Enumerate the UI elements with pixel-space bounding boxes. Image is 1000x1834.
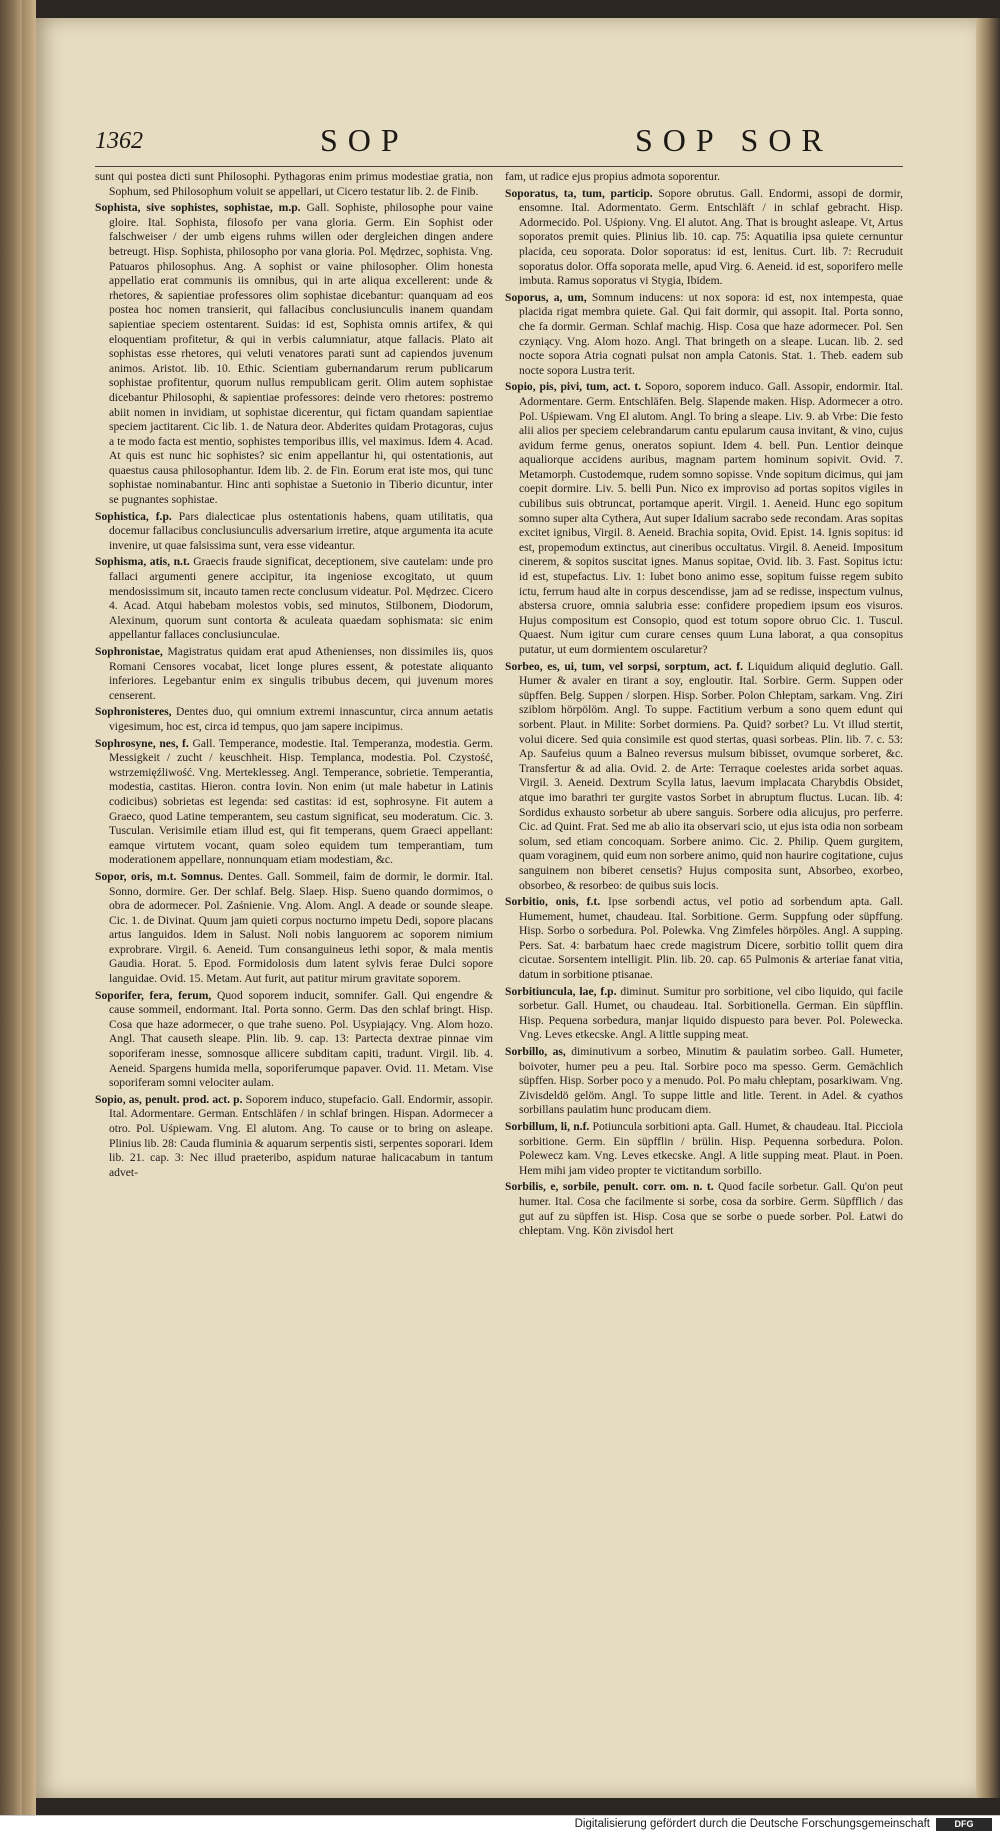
dictionary-entry [505,291,903,379]
page-header [0,122,940,162]
entry-headword: Sorbillo, as, [505,1045,566,1059]
entry-headword: Sophista, sive sophistes, sophistae, m.p. [95,201,301,215]
entry-text: Soporem induco, stupefacio. Gall. Endormir, assopir. Ital. Adormentare. German. Entschläfen / in schlaf bringen. Hispan. Adormecer a otro. Pol. Uśpiewam. Vng. El alutom. Ang. To cause or to bring on asleape. Plinius lib. 28: Cauda fluminia & aquarum serpentis sisti, serpentes soporari. Idem lib. 21. cap. 3: Nec illud praeteribo, aspidum naturae halicacabum in tantum advet- [109,1092,493,1179]
entry-text: Potiuncula sorbitioni apta. Gall. Humet, & chaudeau. Ital. Picciola sorbitione. Germ. Ein süpfflin / brülin. Hisp. Pequenna sorbedura. Polon. Polewecz kam. Vng. Leves etkecske. Angl. A litle supping meat. Plaut. in Poen. Hem mihi jam video propter te victitandum sorbillo. [519,1120,903,1177]
dictionary-entry [505,660,903,894]
entry-headword: Sorbeo, es, ui, tum, vel sorpsi, sorptum, act. f. [505,659,744,673]
dictionary-entry [95,1093,493,1181]
left-column [95,170,493,1750]
dictionary-entry [505,187,903,289]
entry-headword: Sophronisteres, [95,705,172,719]
entry-headword: Sopio, as, penult. prod. act. p. [95,1092,243,1106]
header-rule [95,166,903,167]
entry-headword: Sorbitio, onis, f.t. [505,895,601,909]
page-number: 1362 [95,128,143,154]
dictionary-entry [95,555,493,643]
entry-text: Graecis fraude significat, deceptionem, sive cautelam: unde pro fallaci argumenti genere accipitur, ita ingeniose excogitato, ut quum mendosissimum sit, incauto tamen recte conclusum videatur. Pol. Mędrzec. Cicero 4. Acad. Atqui habebam molestos vobis, sed minutos, Stilbonem, Diodorum, Alexinum, quorum sunt contorta & aculeata quaedam sophismata: sic enim appellantur fallaces conclusiunculae. [109,555,493,642]
entry-text: Quod facile sorbetur. Gall. Qu'on peut humer. Ital. Cosa che facilmente si sorbe, cosa da sorbire. Germ. Süpfflich / das gut auf zu süpffen ist. Hisp. Cosa que se sorbe o puede sorber. Pol. Łatwi do chłeptam. Vng. Kön zivisdol hert [519,1180,903,1238]
running-head-left: SOP [320,122,409,158]
entry-headword: Sopio, pis, pivi, tum, act. t. [505,380,642,394]
entry-headword: Sophronistae, [95,645,163,658]
entry-text: Soporo, soporem induco. Gall. Assopir, endormir. Ital. Adormentare. Germ. Entschläfen. Belg. Slapende maken. Hisp. Adormecer a otro. Pol. Uśpiewam. Vng El alutom. Angl. To bring a sleape. Liv. 9. ab Vrbe: Die festo alii alios per speciem celebrandarum cantu epularum causa invitant, & vino, cujus avidum ferme genus, oneratos sopiunt. Idem 4. bell. Pun. Lentior deinque aqualiorque accidens auribus, magnam partem hominum sopivit. Ovid. 7. Metamorph. Custodemque, rudem somno sopisse. Vnde sopitum dicimus, qui jam coepit dormire. Liv. 5. belli Pun. Nico ex improviso ad portas sopitos vigiles in cubilibus suis obtruncat, portamque aperit. Virgil. 1. Aeneid. Hunc ego sopitum somno super alta Cythera, Aut super Idalium sacrabo sede recondam. Aras sopitas excitet ignibus, Virgil. 8. Aeneid. Brachia sopita, Ovid. Epist. 14. Ignis sopitus: id est, propemodum extinctus, aut cineribus occultatus. Virgil. 8. Aeneid. Impositum cinerem, & sopitos suscitat ignes. Manus sopitae, Ovid. lib. 3. Fast. Sopitus ictu: id est, stupefactus. Liv. 1: Iubet bono animo esse, sopitum fuisse regem subito ictu, ferrum haud alte in corpus descendisse, jam ad se redisse, inspectum vulnus, abstersa cruore, omnia salubria esse: confidere propediem ipsum eos visuros. Hujus compositum est Consopio, quod est totum sopore obruo Cic. 1. Tuscul. Quaest. Num igitur cum curare censes quum Luna laborat, a qua consopitus putatur, ut eum dormientem oscularetur? [519,380,903,656]
entry-text: Gall. Sophiste, philosophe pour vaine gloire. Ital. Sophista, filosofo per vana gloria. Germ. Ein Sophist oder falschweiser / der umb eigens ruhms willen oder dergleichen dingen andere betreugt. Hisp. Sophista, philosopho por vana gloria. Pol. Mędrzec, sophista. Vng. Patuaros philosophus. Ang. A sophist or vaine philosopher. Olim honesta appellatio erat communis iis omnibus, qui in arte aliqua excellerent: unde & rhetores, & sapientiae professores olim sophistae dicebantur: quanquam ad eos postea hoc nomen transierit, qui fallacibus conclusiunculis inanem quandam sapientiae speciem ostentarent. Suidas: id est, Sophista omnis artifex, & qui eloquentiam profitetur, & qui in verbis calumniatur, atque fallacis. Plato ait sophistas esse rhetores, qui veluti venatores parati sunt ad capiendos juvenum animos. Aristot. lib. 10. Ethic. Scientiam gubernandarum rerum publicarum sophistae profitentur, quorum nullus rempublicam gerit. Olim autem sophistae dicebantur Philosophi, & sapientiae professores: deinde vero rhetores: postremo abiit nomen in invidiam, ut sophistae dicerentur, qui fictam quandam sapientiae speciem jactitarent. Cic lib. 1. de Natura deor. Abderites quidam Protagoras, cujus a te modo facta est mentio, sophistes temporibus illis, vel maximus. Idem 4. Acad. At quis est nunc hic sophistes? sic enim appellantur hi, qui ostentationis, aut quaestus causa philosophantur. Idem lib. 2. de Fin. Eorum erat iste mos, qui tunc sophistae nominabantur. Hinc anti sophistae a Suetonio in Tiberio dicuntur, inter se pugnantes sophistae. [109,201,493,507]
entry-headword: Sorbitiuncula, lae, f.p. [505,984,617,998]
footer-bar [0,1815,1000,1834]
dictionary-entry [95,201,493,507]
entry-text: fam, ut radice ejus propius admota soporentur. [505,170,721,183]
entry-text: Pars dialecticae plus ostentationis habens, quam utilitatis, qua docemur fallacibus conclusiunculis adversarium irretire, atque argumenta ita acute invenire, ut quae falsissima sunt, vera esse videantur. [109,509,493,552]
book-spine [0,0,22,1833]
entry-headword: Sophisma, atis, n.t. [95,555,190,569]
dictionary-entry [505,170,903,185]
entry-headword: Soporifer, fera, ferum, [95,988,212,1002]
dictionary-entry [505,895,903,983]
entry-text: Magistratus quidam erat apud Athenienses, non dissimiles iis, quos Romani Censores vocabat, licet longe plures essent, & potestate aliquanto inferiores. Legebantur enim ex singulis tribubus decem, qui juvenum mores censerent. [109,645,493,702]
dictionary-entry [505,1045,903,1118]
right-column [505,170,903,1750]
entry-text: Ipse sorbendi actus, vel potio ad sorbendum apta. Gall. Humement, humet, chaudeau. Ital. Sorbitione. Germ. Suppfung oder süpffung. Hisp. Sorbo o sorbedura. Pol. Polewka. Vng Zimfeles hörpöles. Angl. A supping. Pers. Sat. 4: barbatum haec crede magistrum Dicere, sorbitio tollit quem dira cicutae. Sorsentem intelligit. Plin. lib. 20. cap. 65 Pulmonis & arteriae fanat vitia, datum in sorbitione ptisanae. [519,895,903,982]
entry-headword: Soporatus, ta, tum, particip. [505,186,653,200]
entry-headword: Sopor, oris, m.t. Somnus. [95,869,224,883]
dictionary-entry [505,380,903,657]
dictionary-entry [95,170,493,199]
entry-text: sunt qui postea dicti sunt Philosophi. Pythagoras enim primus modestiae gratia, non Sophum, sed Philosophum voluit se appellari, ut Cicero testatur lib. 2. de Finib. [95,170,493,198]
entry-text: Dentes. Gall. Sommeil, faim de dormir, le dormir. Ital. Sonno, dormire. Ger. Der schlaf. Belg. Slaep. Hisp. Sueno quando dormimos, o obra de adormecer. Pol. Zaśnienie. Vng. Alom. Angl. A deade or sounde sleape. Cic. 1. de Divinat. Quum jam quieti corpus nocturno impetu Dedi, sopore placans artus languidos. Idem in Salust. Noli nobis languorem ac soporem nimium exprobrare. Virgil. 6. Aeneid. Tum consanguineus lethi sopor, & mala mentis Gaudia. Horat. 5. Epod. Formidolosis dum latent sylvis ferae Dulci sopore languidae. Ovid. 15. Metam. Aut furit, aut patitur mirum gravitate soporem. [109,869,493,986]
entry-text: diminutivum a sorbeo, Minutim & paulatim sorbeo. Gall. Humeter, boivoter, humer peu a peu. Ital. Sorbire poco ma spesso. Germ. Gemächlich süpffen. Hisp. Sorber poco y a menudo. Pol. Po mału chłeptam, posarkiwam. Vng. Zivisdeldö gelöm. Angl. To suppe little and litle. Terent. in Adel. & cyathos sorbillans paulatim hunc producam diem. [519,1045,903,1117]
dictionary-entry [95,989,493,1091]
entry-text: Liquidum aliquid deglutio. Gall. Humer & avaler en tirant a soy, engloutir. Ital. Sorbire. Germ. Suppen oder süpffen. Belg. Suppen / slorpen. Hisp. Sorber. Polon Chłeptam, sarkam. Vng. Ziri sziblom hörpölöm. Angl. To suppe. Factitium verbum a sono quem edunt qui sorbent. Plaut. in Milite: Sorbet dormiens. Pa. Quid? sorbet? Lu. Vt illud stertit, volui dicere. Sed quia consimile est quod stertas, quasi sorbeas. Plin. lib. 7. c. 53: Ap. Saufeius quum a Balneo reversus mulsum bibisset, ovumque sorberet, &c. Transfertur & ad alia. Ovid. 2. de Arte: Terraque coelestes arida sorbet aquas. Virgil. 3. Aeneid. Dextrum Scylla latus, laevum implacata Charybdis Obsidet, atque imo barathri ter gurgite vastos Sorbet in abruptum fluctus. Lucan. lib. 4: Sordidus exhausto sorbetur ab ubere sanguis. Sorbere odia alicujus, pro perferre. Cic. ad Quint. Frat. Sed me ab alio ita observari scio, ut ejus ista odia non sorbeam solum, sed etiam concoquam. Sorbere animo. Cic. 2. Philip. Quem gurgitem, quam voraginem, quid eum non sorbere animo, quid non haurire cogitatione, cujus sanguinem non biberet censetis? Hujus composita sunt, Absorbeo, exorbeo, obsorbeo, & resorbeo: de quibus suis locis. [519,659,903,892]
entry-text: Sopore obrutus. Gall. Endormi, assopi de dormir, ensomne. Ital. Adormentato. Germ. Entschläft / in schlaf gebracht. Hisp. Adormecido. Pol. Uśpiony. Vng. El alutot. Ang. That is brought asleape. Vt, Artus soporatos premit quies. Plinius lib. 10. cap. 75: Aquatilia ipsa quiete cernuntur placida, ceu soporata. Dolor soporatus: id est, lenitus. Curt. lib. 7: Recruduit soporatus dolor. Offa soporata melle, apud Virg. 6. Aeneid. id est, soporifero melle imbuta. Ramus soporatus vi Stygia, Ibidem. [519,186,903,288]
dictionary-entry [505,1120,903,1178]
dictionary-entry [505,985,903,1043]
footer-credit: Digitalisierung gefördert durch die Deutsche Forschungsgemeinschaft [574,1818,930,1830]
dfg-logo: DFG [936,1818,992,1831]
dictionary-entry [95,705,493,734]
entry-headword: Sophrosyne, nes, f. [95,736,189,750]
entry-headword: Sorbillum, li, n.f. [505,1120,590,1133]
entry-headword: Sophistica, f.p. [95,509,172,523]
dictionary-entry [95,645,493,703]
entry-headword: Soporus, a, um, [505,290,587,304]
dictionary-entry [95,870,493,987]
entry-text: Gall. Temperance, modestie. Ital. Temperanza, modestia. Germ. Messigkeit / zucht / keuschheit. Hisp. Templanca, modestia. Pol. Czystość, wstrzemięźliwość. Vng. Merteklesseg. Angl. Temperance, sobrietie. Temperantia, modestia, castitas. Hieron. contra Iovin. Non enim (ut male habetur in Latinis codicibus) sobrietas est legenda: sed castitas: id est, sophrosyne. Fit autem a Graeco, quod Latine temperantem, seu castum significat, seu moderatum. Cic. 3. Tusculan. Verisimile etiam illud est, qui fit temperans, quem Graeci appellant: eamque virtutem vocant, quam soleo equidem tum temperantiam, tum moderationem appellare, nonnunquam etiam modestiam, &c. [109,736,493,867]
entry-text: Dentes duo, qui omnium extremi innascuntur, circa annum aetatis vigesimum, hoc est, circa id tempus, quo jam sapere incipimus. [109,705,493,733]
entry-headword: Sorbilis, e, sorbile, penult. corr. om. n. t. [505,1180,714,1194]
page-edge [976,18,1000,1798]
dictionary-entry [95,737,493,868]
entry-text: diminut. Sumitur pro sorbitione, vel cibo liquido, qui facile sorbetur. Gall. Humet, ou chaudeau. Ital. Sorbitionella. German. Ein süpfflin. Hisp. Pequena sorbedura, manjar liquido dispuesto para bever. Pol. Polewecka. Vng. Leves etkecske. Angl. A little supping meat. [519,984,903,1042]
running-head-right: SOP SOR [635,122,833,158]
dictionary-entry [505,1180,903,1238]
dictionary-entry [95,510,493,554]
entry-text: Somnum inducens: ut nox sopora: id est, nox intempesta, quae placida rigat membra quiete. Gal. Qui fait dormir, qui assopit. Ital. Porta sonno, che fa dormir. German. Schlaf machig. Hisp. Cosa que haze adormecer. Pol. Sen czyniący. Vng. Alom hozo. Angl. That bringeth on a sleape. Lucan. lib. 2. sed nocte sopora Atria cognati pulsat non ampla Catonis. Stat. 1. Theb. eadem sub nocte sopora Lustra terit. [519,290,903,377]
book-gutter [22,0,36,1833]
entry-text: Quod soporem inducit, somnifer. Gall. Qui engendre & cause sommeil, endormant. Ital. Porta sonno. Germ. Das den schlaf bringt. Hisp. Cosa que haze adormecer, o que trahe sueno. Pol. Usypiający. Vng. Alom hozo. Angl. That causeth sleape. Plin. lib. 9. cap. 13: Partecta dextrae pinnae vim soporiferam inesse, somnosque allicere subditam capiti, tradunt. Virgil. lib. 4. Aeneid. Spargens humida mella, soporiferumque papaver. Ovid. 11. Metam. Vise soporiferam somni velociter aulam. [109,988,493,1090]
